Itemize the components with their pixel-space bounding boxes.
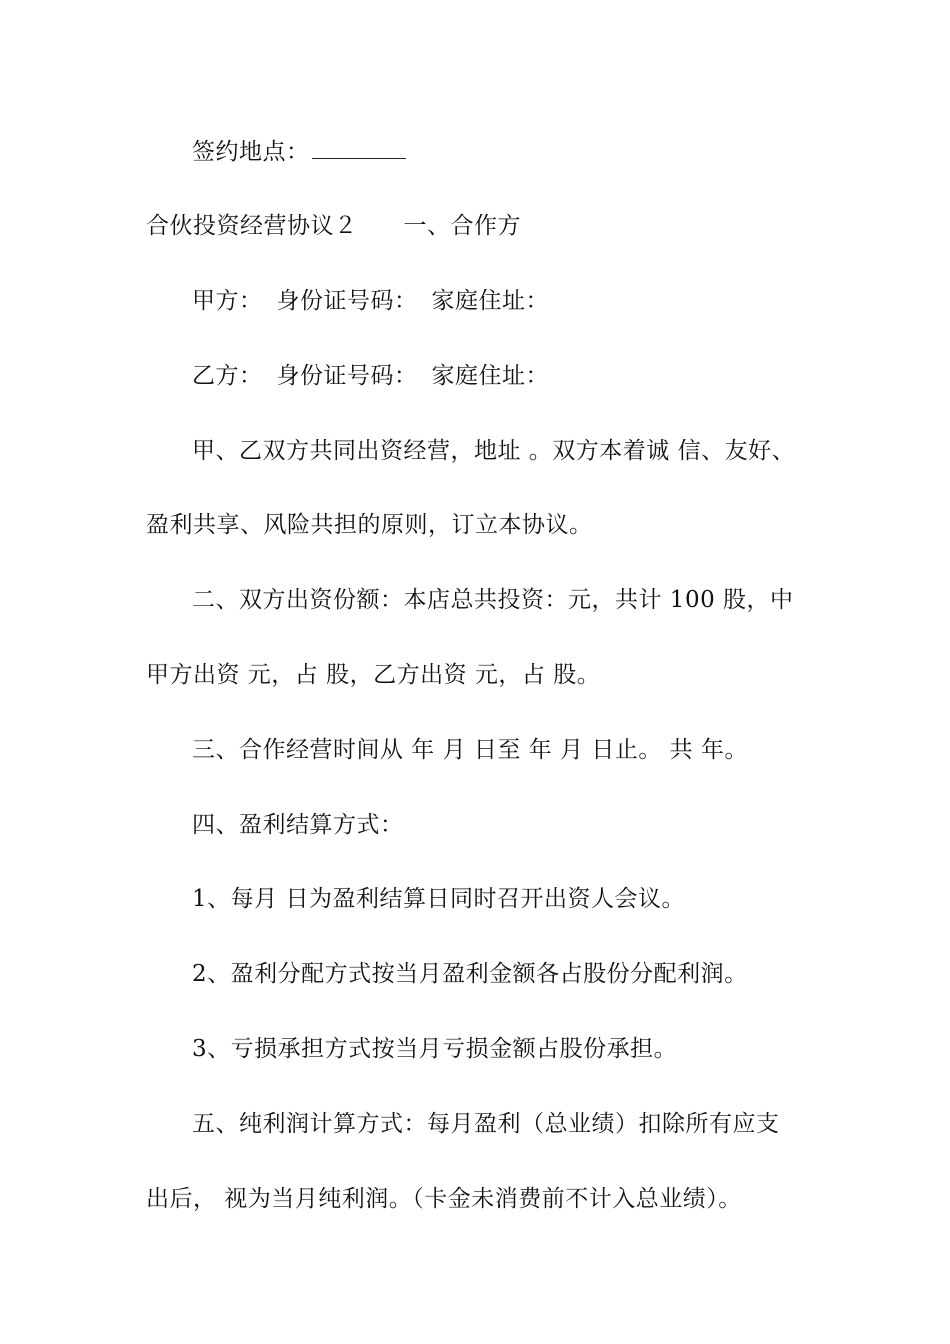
intro-paragraph-line2: 盈利共享、风险共担的原则，订立本协议。 xyxy=(146,512,593,538)
section2-line2: 甲方出资 元，占 股，乙方出资 元，占 股。 xyxy=(146,662,601,688)
profit-item-2: 2、盈利分配方式按当月盈利金额各占股份分配利润。 xyxy=(192,961,748,987)
party-a-label: 甲方： xyxy=(192,288,263,314)
party-b-label: 乙方： xyxy=(192,363,263,389)
signing-place-line xyxy=(192,137,406,167)
section2-line1: 二、双方出资份额：本店总共投资：元，共计 100 股，中 xyxy=(192,587,794,613)
profit-item-3: 3、亏损承担方式按当月亏损金额占股份承担。 xyxy=(192,1036,678,1062)
section4-heading: 四、盈利结算方式： xyxy=(192,812,404,838)
section3-line: 三、合作经营时间从 年 月 日至 年 月 日止。 共 年。 xyxy=(192,737,748,763)
party-a-address-label: 家庭住址： xyxy=(431,288,549,314)
title-line xyxy=(146,211,521,241)
signing-place-blank xyxy=(312,138,406,159)
party-a-line xyxy=(192,286,549,316)
profit-item-1: 1、每月 日为盈利结算日同时召开出资人会议。 xyxy=(192,886,685,912)
intro-paragraph-line1: 甲、乙双方共同出资经营，地址 。双方本着诚 信、友好、 xyxy=(192,438,796,464)
section5-line1: 五、纯利润计算方式：每月盈利（总业绩）扣除所有应支 xyxy=(192,1111,780,1137)
signing-place-label: 签约地点： xyxy=(192,139,310,165)
agreement-title: 合伙投资经营协议２ xyxy=(146,213,358,239)
party-b-id-label: 身份证号码： xyxy=(276,363,418,389)
party-a-id-label: 身份证号码： xyxy=(276,288,418,314)
section5-line2: 出后， 视为当月纯利润。（卡金未消费前不计入总业绩）。 xyxy=(146,1186,742,1212)
section1-heading: 一、合作方 xyxy=(403,213,521,239)
party-b-address-label: 家庭住址： xyxy=(431,363,549,389)
party-b-line xyxy=(192,361,549,391)
